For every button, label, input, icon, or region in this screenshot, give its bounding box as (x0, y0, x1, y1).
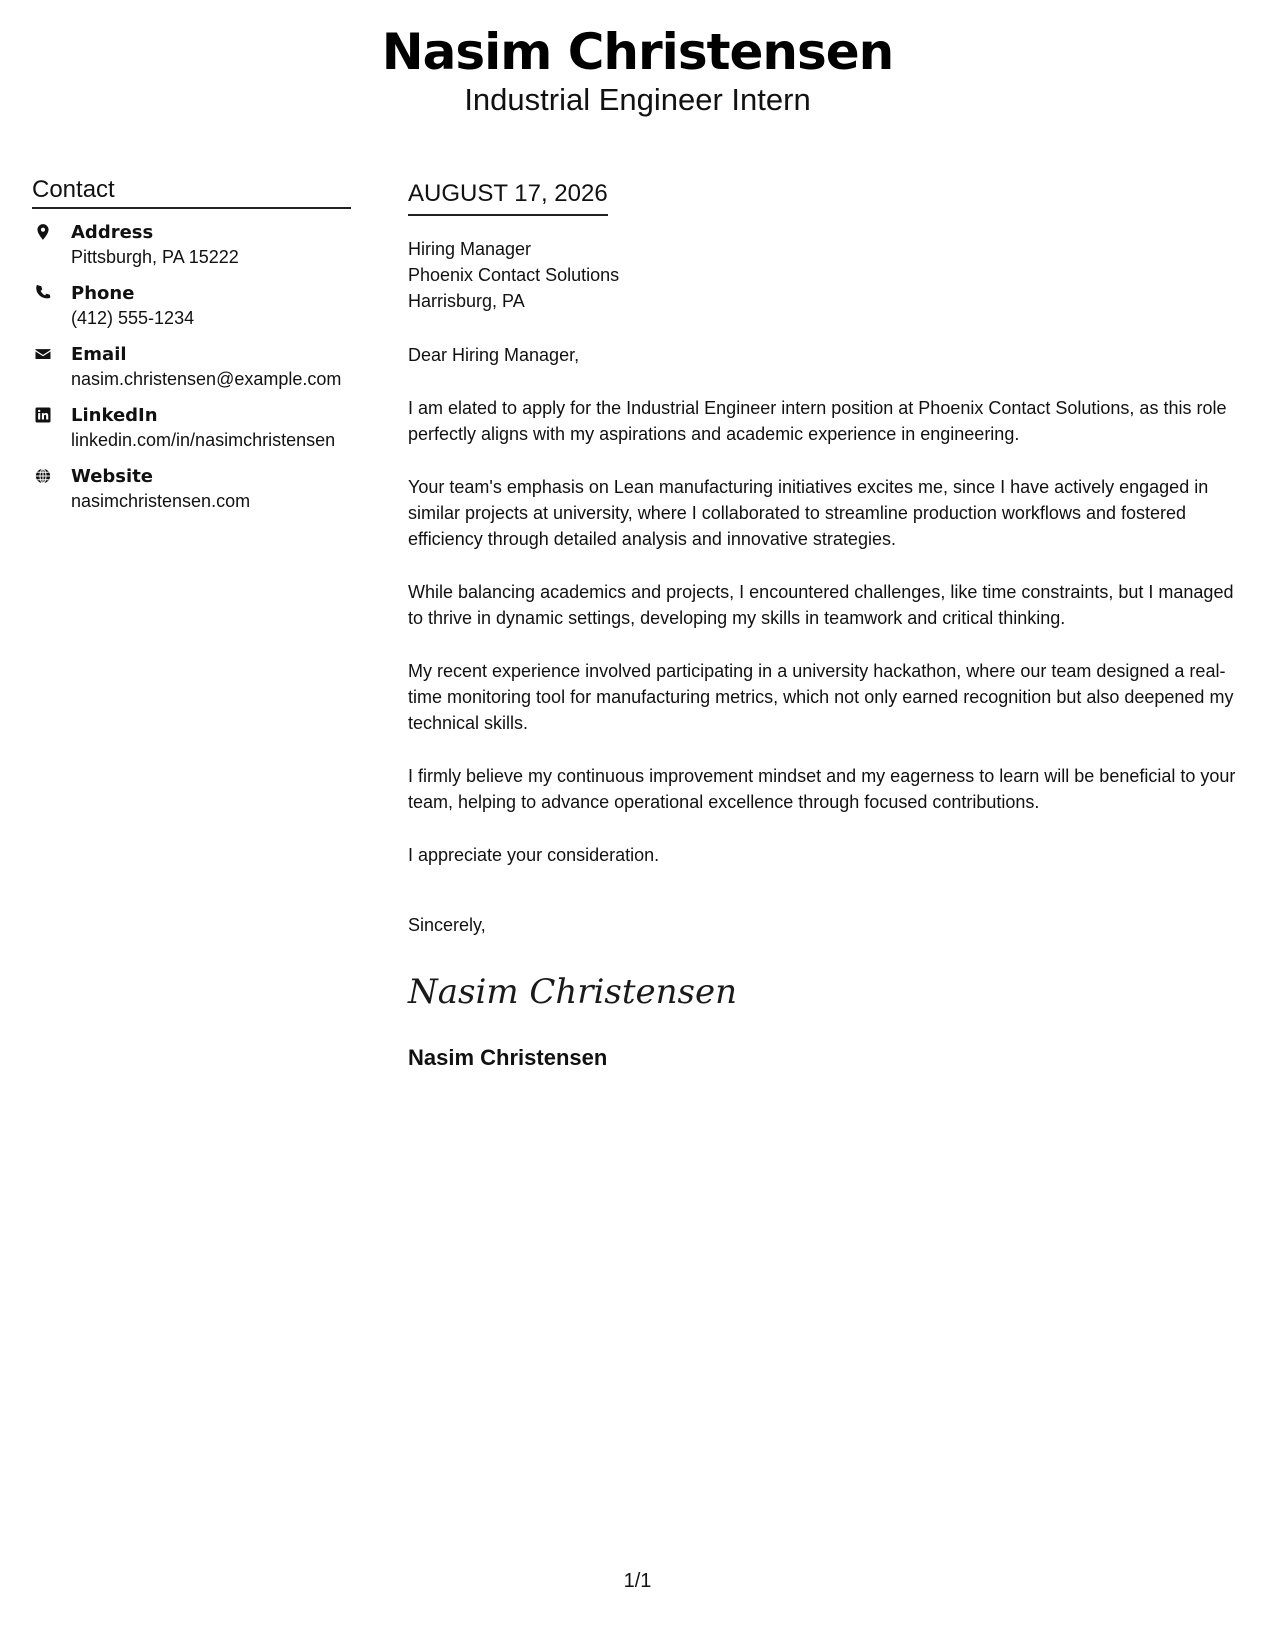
recipient-company: Phoenix Contact Solutions (408, 265, 620, 285)
letter-paragraph: I appreciate your consideration. (408, 845, 660, 865)
contact-heading: Contact (32, 175, 351, 209)
letter-paragraph: My recent experience involved participating in a university hackathon, where our team designed a real-time monitoring tool for manufacturing metrics, which not only earned recognition but also deepened my technical skills. (408, 661, 1234, 733)
contact-value: nasim.christensen@example.com (71, 369, 342, 389)
recipient-name: Hiring Manager (408, 239, 532, 259)
contact-item-phone (32, 282, 351, 331)
letter-body (408, 178, 1245, 1072)
applicant-title: Industrial Engineer Intern (464, 82, 811, 117)
contact-value: Pittsburgh, PA 15222 (71, 247, 239, 267)
signature-text: Nasim Christensen (408, 972, 738, 1012)
contact-value: (412) 555-1234 (71, 308, 195, 328)
contact-label: Website (71, 466, 154, 487)
contact-label: Phone (71, 283, 135, 304)
phone-icon (34, 284, 52, 302)
map-pin-icon (34, 223, 52, 241)
contact-value: linkedin.com/in/nasimchristensen (71, 430, 336, 450)
letter-paragraph: While balancing academics and projects, I encountered challenges, like time constraints, but I managed to thrive in dynamic settings, developing my skills in teamwork and critical thinking. (408, 582, 1234, 628)
applicant-name: Nasim Christensen (381, 23, 894, 81)
letter-paragraph: Your team's emphasis on Lean manufacturing initiatives excites me, since I have actively engaged in similar projects at university, where I collaborated to streamline production workflows and fostered efficiency through detailed analysis and innovative strategies. (408, 477, 1209, 549)
envelope-icon (34, 345, 52, 363)
letter-header (0, 20, 1275, 118)
contact-item-email (32, 343, 351, 392)
contact-label: LinkedIn (71, 405, 158, 426)
letter-date: AUGUST 17, 2026 (408, 178, 608, 216)
letter-paragraph: I firmly believe my continuous improvement mindset and my eagerness to learn will be beneficial to your team, helping to advance operational excellence through focused contributions. (408, 766, 1236, 812)
contact-item-address (32, 221, 351, 270)
globe-icon (34, 467, 52, 485)
contact-item-linkedin (32, 404, 351, 453)
contact-list (32, 221, 351, 514)
letter-paragraph: I am elated to apply for the Industrial Engineer intern position at Phoenix Contact Solutions, as this role perfectly aligns with my aspirations and academic experience in engineering. (408, 398, 1227, 444)
contact-label: Email (71, 344, 127, 365)
contact-item-website (32, 465, 351, 514)
contact-sidebar (32, 175, 351, 526)
letter-closing: Sincerely, (408, 915, 486, 935)
contact-label: Address (71, 222, 154, 243)
recipient-location: Harrisburg, PA (408, 291, 525, 311)
contact-value: nasimchristensen.com (71, 491, 251, 511)
page-number: 1/1 (623, 1570, 652, 1592)
recipient-block (408, 236, 1245, 314)
letter-greeting: Dear Hiring Manager, (408, 345, 580, 365)
signature-image (408, 964, 738, 1020)
signer-name: Nasim Christensen (408, 1045, 608, 1070)
linkedin-icon (34, 406, 52, 424)
